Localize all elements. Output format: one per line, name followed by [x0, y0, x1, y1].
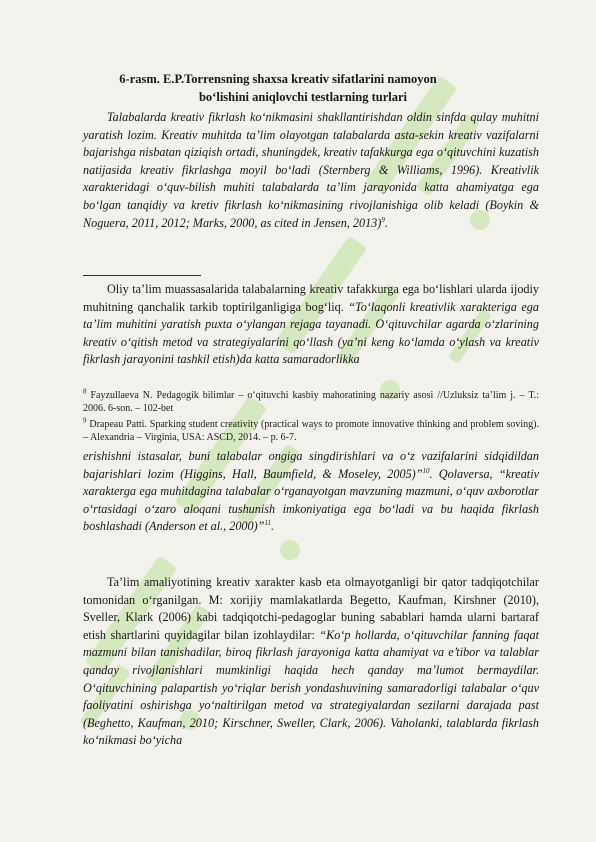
body-paragraph-4: [83, 574, 539, 750]
paragraph-3-text: erishishni istasalar, buni talabalar ongiga singdirishlari va o‘z vazifalarini sidqidildan bajarishlari lozim (Higgins, Hall, Baumfield, & Moseley, 2005)”: [83, 449, 539, 481]
footnote-marker: 8: [83, 387, 87, 396]
footnote-ref: 9: [381, 215, 385, 224]
paragraph-2-plain: Oliy ta’lim muassasalarida talabalarning kreativ tafakkurga ega bo‘lishlari ularda ijodiy muhitning qanchalik tarkib toptirilganligiga bog‘liq.: [83, 282, 539, 314]
figure-caption-line-1: 6-rasm. E.P.Torrensning shaxsa kreativ sifatlarini namoyon: [119, 72, 437, 86]
body-paragraph-3: [83, 448, 539, 536]
footnote-9: [83, 418, 539, 444]
footnote-separator: [83, 275, 201, 276]
figure-caption-line-2: bo‘lishini aniqlovchi testlarning turlari: [198, 90, 407, 104]
footnote-8: [83, 389, 539, 415]
footnote-text: Drapeau Patti. Sparking student creativity (practical ways to promote innovative thinking and problem soving). – Alexandria – Virginia, USA: ASCD, 2014. – p. 6-7.: [83, 419, 540, 443]
intro-paragraph: Talabalarda kreativ fikrlash ko‘nikmasini shakllantirishdan oldin sinfda qulay muhitni yaratish lozim. Kreativ muhitda ta’lim olayotgan talabalarda asta-sekin kreativ vazifalarni bajarishga nisbatan qiziqish ortadi, shuningdek, kreativ tafakkurga ega o‘qituvchini kuzatish natijasida kreativ fikrlashga moyil bo‘ladi (Sternberg & Williams, 1996). Kreativlik xarakteridagi o‘quv-bilish muhiti talabalarda ta’lim jarayonida katta ahamiyatga ega bo‘lgan tanqidiy va kretiv fikrlash ko‘nikmasining rivojlanishiga olib keladi (Boykin & Noguera, 2011, 2012; Marks, 2000, as cited in Jensen, 2013)$^9$.: [83, 110, 539, 230]
paragraph-4-plain: Ta’lim amaliyotining kreativ xarakter kasb eta olmayotganligi bir qator tadqiqotchilar tomonidan o‘rganilgan. M: xorijiy mamlakatlarda Begetto, Kaufman, Kirshner (2010), Sveller, Klark (2006) kabi tadqiqotchi-pedagoglar buning sabablari hamda ularni bartaraf etish shartlarini quyidagilar bilan izohlaydilar:: [83, 575, 539, 642]
paragraph-3-end: .: [270, 519, 274, 534]
footnote-ref: 11: [264, 519, 271, 528]
body-paragraph-2: [83, 281, 539, 369]
footnote-text: Fayzullaeva N. Pedagogik bilimlar – o‘qituvchi kasbiy mahoratining nazariy asosi //Uzluksiz ta’lim j. – T.: 2006. 6-son. – 102-bet: [83, 390, 540, 414]
paragraph-3-text-2: . Qolaversa, “kreativ xarakterga ega muhitdagina talabalar o‘rganayotgan mavzuning mazmuni, o‘quv axborotlar o‘rtasidagi o‘zaro aloqani tushunish imkoniyatiga ega bo‘ladi va bu haqida fikrlash boshlashadi (Anderson et al., 2000)”: [83, 466, 539, 534]
paragraph-4-quote: “Ko‘p hollarda, o‘qituvchilar fanning faqat mazmuni bilan tanishadilar, biroq fikrlash jarayoniga katta ahamiyat va e’tibor va talablar qanday rivojlanishlari mumkinligi haqida hech qanday ma’lumot bermaydilar. O‘qituvchining palapartish yo‘riqlar berish yondashuvining samaradorligi talabalar o‘quv faoliyatini oshirishga yo‘naltirilgan metod va strategiyalardan sezilarni darajada past (Beghetto, Kaufman, 2010; Kirschner, Sweller, Clark, 2006). Vaholanki, talablarda fikrlash ko‘nikmasi bo‘yicha: [83, 627, 539, 748]
footnote-marker: 9: [83, 416, 87, 425]
intro-text: Talabalarda kreativ fikrlash ko‘nikmasini shakllantirishdan oldin sinfda qulay muhitni yaratish lozim. Kreativ muhitda ta’lim olayotgan talabalarda asta-sekin kreativ vazifalarni bajarishga nisbatan qiziqish ortadi, shuningdek, kreativ tafakkurga ega o‘qituvchini kuzatish natijasida kreativ fikrlashga moyil bo‘ladi (Sternberg & Williams, 1996). Kreativlik xarakteridagi o‘quv-bilish muhiti talabalarda ta’lim jarayonida katta ahamiyatga ega bo‘lgan tanqidiy va kretiv fikrlash ko‘nikmasining rivojlanishiga olib keladi (Boykin & Noguera, 2011, 2012; Marks, 2000, as cited in Jensen, 2013): [83, 110, 539, 230]
footnote-ref: 10: [422, 466, 430, 475]
paragraph-2-quote: “To‘laqonli kreativlik xarakteriga ega ta’lim muhitini yaratish puxta o‘ylangan rejaga tayanadi. O‘qituvchilar agarda o‘zlarining kreativ o‘qitish metod va strategiyalarini qo‘llash (ya’ni keng ko‘lamda o‘ylash va kreativ fikrlash jarayonini tashkil etish)da katta samaradorlikka: [83, 299, 539, 367]
